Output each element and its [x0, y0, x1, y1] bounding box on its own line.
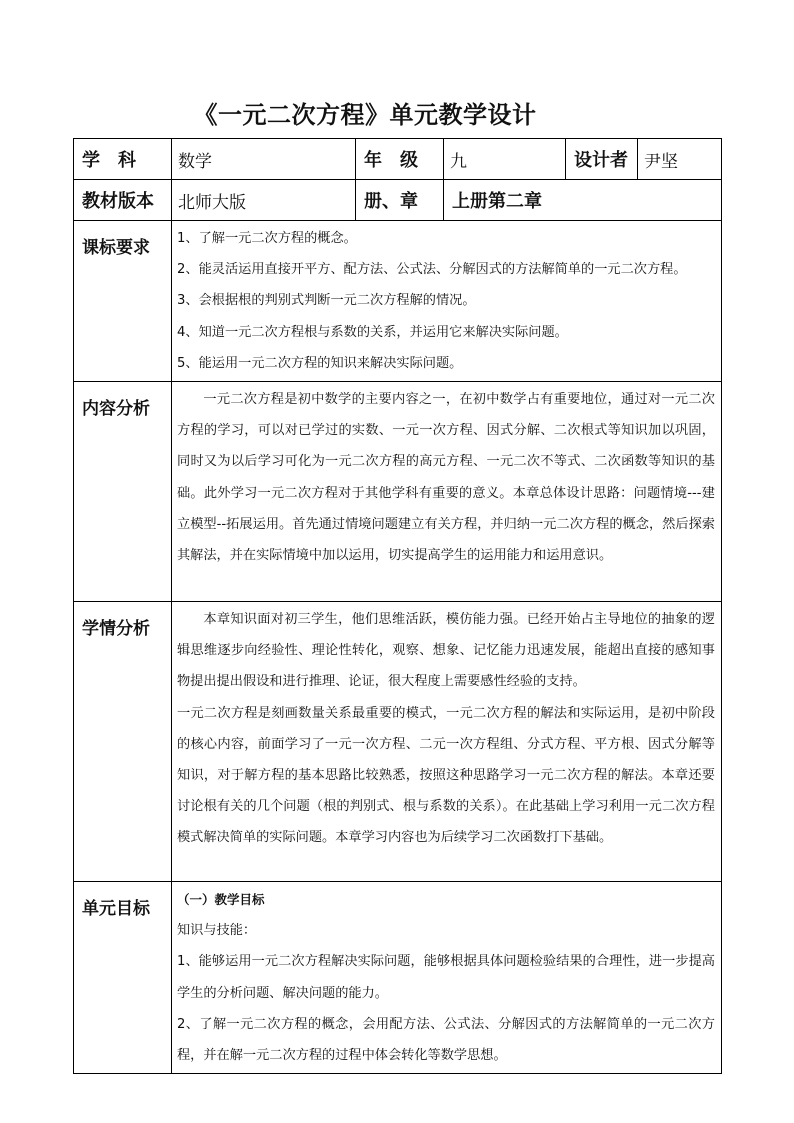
- row-unit-goals: [74, 882, 722, 1074]
- row-edition: [74, 180, 722, 221]
- subject-label: 学 科: [74, 139, 172, 180]
- content-analysis-text: 一元二次方程是初中数学的主要内容之一，在初中数学占有重要地位，通过对一元二次方程的学习，可以对已学过的实数、一元一次方程、因式分解、二次根式等知识加以巩固，同时又为以后学习可化为一元二次方程的高元方程、一元二次不等式、二次函数等知识的基础。此外学习一元二次方程对于其他学科有重要的意义。本章总体设计思路：问题情境---建立模型--拓展运用。首先通过情境问题建立有关方程，并归纳一元二次方程的概念，然后探索其解法，并在实际情境中加以运用，切实提高学生的运用能力和运用意识。: [177, 392, 715, 564]
- unit-goals-subheading: 知识与技能：: [177, 923, 257, 939]
- volume-value: 上册第二章: [444, 180, 722, 221]
- unit-goals-heading: （一）教学目标: [177, 892, 265, 908]
- content-analysis-label: 内容分析: [74, 382, 172, 602]
- grade-label: 年 级: [356, 139, 444, 180]
- student-analysis-para1: 本章知识面对初三学生，他们思维活跃，模仿能力强。已经开始占主导地位的抽象的逻辑思维逐步向经验性、理论性转化，观察、想象、记忆能力迅速发展，能超出直接的感知事物提出提出假设和进行推理、论证，很大程度上需要感性经验的支持。: [177, 612, 715, 690]
- student-analysis-para2: 一元二次方程是刻画数量关系最重要的模式，一元二次方程的解法和实际运用，是初中阶段的核心内容，前面学习了一元一次方程、二元一次方程组、分式方程、平方根、因式分解等知识，对于解方程的基本思路比较熟悉，按照这种思路学习一元二次方程的解法。本章还要讨论根有关的几个问题（根的判别式、根与系数的关系）。在此基础上学习利用一元二次方程模式解决简单的实际问题。本章学习内容也为后续学习二次函数打下基础。: [177, 705, 715, 846]
- grade-value: 九: [444, 139, 566, 180]
- edition-value: 北师大版: [172, 180, 356, 221]
- row-curriculum: [74, 221, 722, 382]
- unit-goal-item: 2、了解一元二次方程的概念，会用配方法、公式法、分解因式的方法解简单的一元二次方程，并在解一元二次方程的过程中体会转化等数学思想。: [177, 1016, 715, 1064]
- row-content-analysis: [74, 382, 722, 602]
- row-student-analysis: [74, 602, 722, 882]
- row-subject: [74, 139, 722, 180]
- unit-goals-content: [172, 882, 722, 1074]
- curriculum-content: [172, 221, 722, 382]
- subject-value: 数学: [172, 139, 356, 180]
- content-analysis-content: [172, 382, 722, 602]
- curriculum-item: 1、了解一元二次方程的概念。: [177, 231, 357, 246]
- curriculum-item: 3、会根据根的判别式判断一元二次方程解的情况。: [177, 293, 476, 309]
- edition-label: 教材版本: [74, 180, 172, 221]
- student-analysis-label: 学情分析: [74, 602, 172, 882]
- unit-goals-label: 单元目标: [74, 882, 172, 1074]
- design-table: [73, 138, 722, 1074]
- curriculum-item: 5、能运用一元二次方程的知识来解决实际问题。: [177, 355, 463, 371]
- unit-goal-item: 1、能够运用一元二次方程解决实际问题，能够根据具体问题检验结果的合理性，进一步提高学生的分析问题、解决问题的能力。: [177, 954, 715, 1001]
- document-title: 《一元二次方程》单元教学设计: [193, 101, 537, 129]
- volume-label: 册、章: [356, 180, 444, 221]
- curriculum-item: 2、能灵活运用直接开平方、配方法、公式法、分解因式的方法解简单的一元二次方程。: [177, 262, 687, 278]
- designer-value: 尹坚: [638, 139, 722, 180]
- student-analysis-content: [172, 602, 722, 882]
- curriculum-item: 4、知道一元二次方程根与系数的关系，并运用它来解决实际问题。: [177, 324, 568, 340]
- designer-label: 设计者: [566, 139, 638, 180]
- curriculum-label: 课标要求: [74, 221, 172, 382]
